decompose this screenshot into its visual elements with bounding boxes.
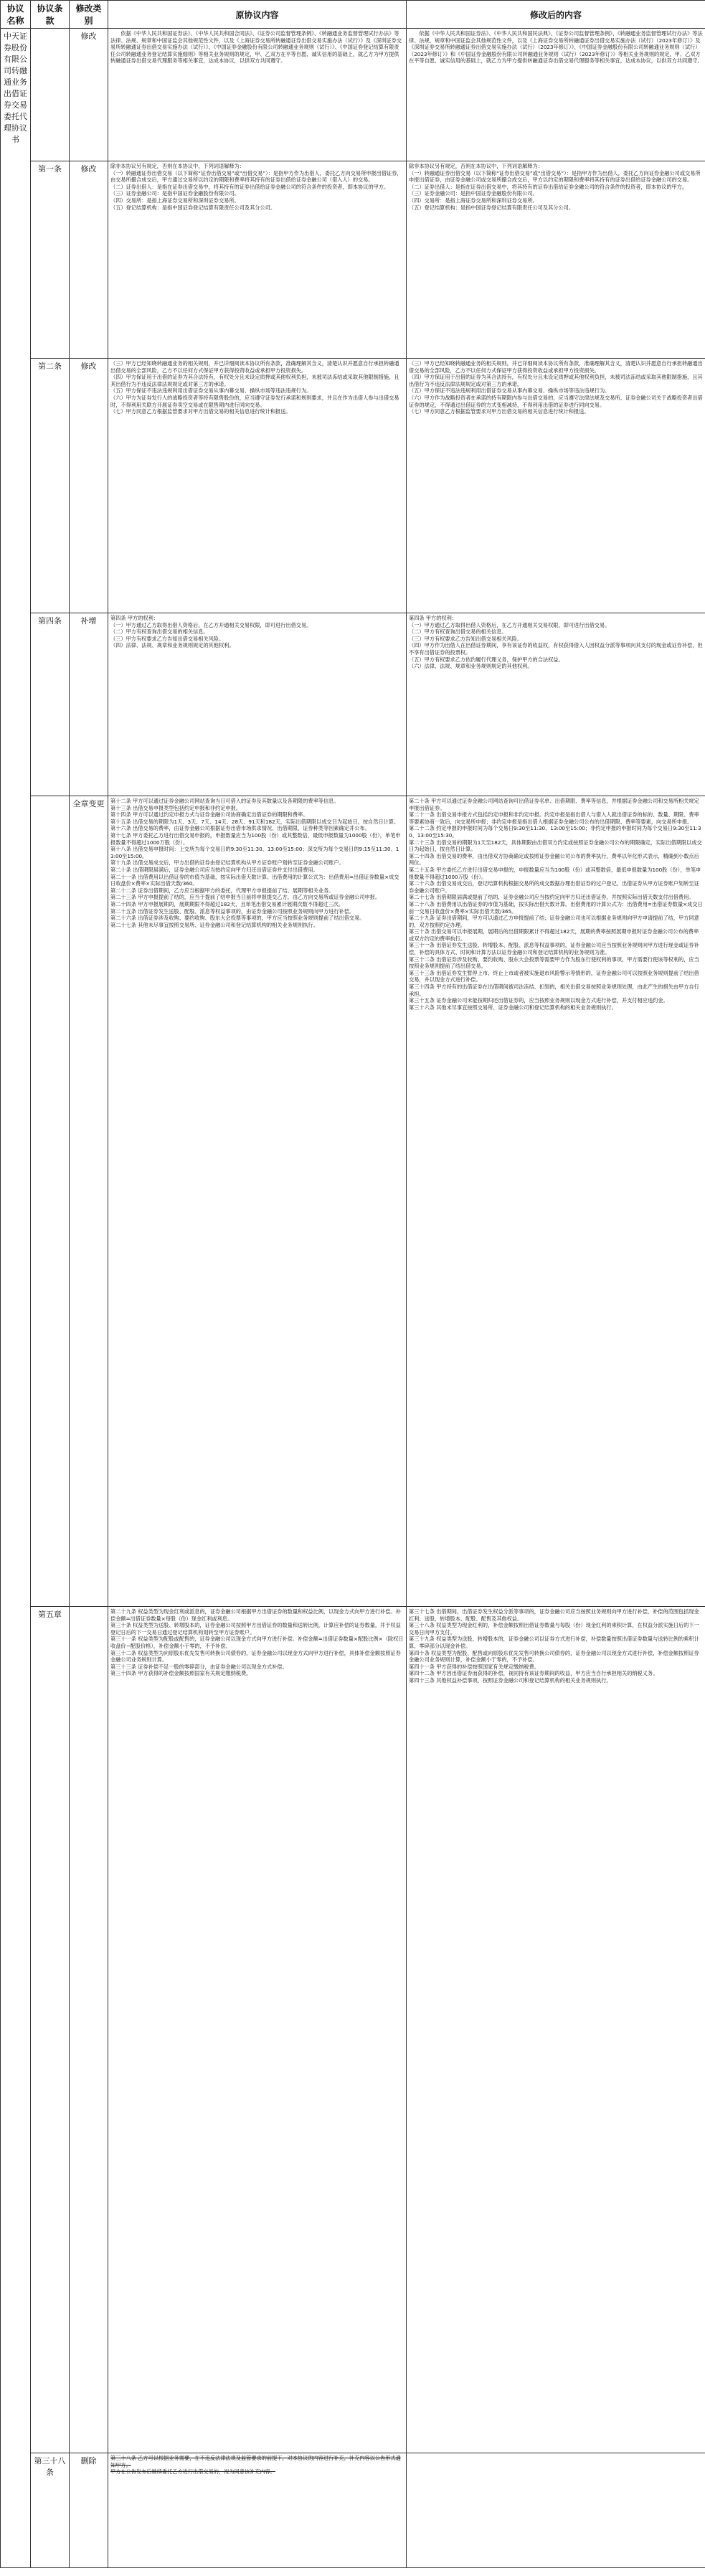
paragraph: （七）甲方同意乙方根据监管要求对甲方出借交易的相关信息进行统计和报送。 xyxy=(110,408,291,415)
paragraph: 第二十四条 出借交易的费率，由出借双方协商确定或按照证券金融公司公布的费率执行，费率以年化形式表示，精确到小数点后两位。 xyxy=(409,852,699,867)
paragraph: 第二十三条 出借交易的期限为1天至182天，具体期限由出借双方约定或按照证券金融公司公布的期限确定，实际出借期限以成交日为起始日，按自然日计算。 xyxy=(409,839,702,853)
row-clause: 第五章 xyxy=(31,1607,70,2453)
paragraph: 第二十七条 其他未尽事宜按照交易所、证券金融公司和登记结算机构的相关业务规则执行。 xyxy=(110,921,318,928)
paragraph: 第二十七条 出借期限届满或提前了结的，证券金融公司应当按约定向甲方归还出借证券，并按照实际出借天数支付出借费用。 xyxy=(409,894,694,901)
row-original xyxy=(108,2453,407,2568)
paragraph: （五）甲方有权要求乙方依约履行代理义务，保护甲方的合法权益。 xyxy=(409,656,564,663)
paragraph: 除非本协议另有规定，否则在本协议中，下列词语解释为： xyxy=(110,163,245,169)
paragraph: （四）甲方作为出借人在出借证券期间，享有该证券的收益权，有权获得借入人因权益分派等事项向其支付的现金或证券补偿，但不享有出借证券的投票权。 xyxy=(409,642,703,656)
paragraph: 第二十八条 出借费用以出借证券的市值为基础，按实际出借天数计算。出借费用的计算公式为：出借费用=出借证券数量×成交日前一交易日收盘价×费率×实际出借天数/365。 xyxy=(409,900,703,915)
row-clause xyxy=(31,796,70,1607)
paragraph: 第二十二条 约定申报的申报时间为每个交易日9:30至11:30、13:00至15:00；非约定申报的申报时间为每个交易日9:30至11:30、13:00至15:30。 xyxy=(409,825,701,839)
paragraph: （二）证券出借人：是指在证券出借交易中，将其持有的证券出借给证券金融公司的符合条件的投资者，即本协议的甲方。 xyxy=(110,183,389,190)
row-change-type xyxy=(70,1607,108,2453)
paragraph: 第三十条 出借交易可以申报展期，展期后的出借期限累计不得超过182天，展期的费率按照展期申报时证券金融公司公布的费率或双方约定的费率执行。 xyxy=(409,928,699,942)
paragraph: （三）证券金融公司：是指中国证券金融股份有限公司。 xyxy=(110,190,240,197)
paragraph: 第四十一条 甲方获得的补偿按照国家有关规定缴纳税费。 xyxy=(409,1663,539,1670)
paragraph: （七）甲方同意乙方根据监管要求对甲方出借交易的相关信息进行统计和报送。 xyxy=(409,408,590,415)
paragraph: 第三十一条 权益类型为配股或配售的，证券金融公司以现金方式向甲方进行补偿。补偿金额=出借证券数量×配股比例×（除权日收盘价−配股价格），补偿金额小于零的，不予补偿。 xyxy=(110,1636,404,1649)
row-clause: 第三十八条 xyxy=(31,2453,70,2568)
paragraph: 第二十一条 出借费用以出借证券的市值为基础，按实际出借天数计算。出借费用的计算公式为：出借费用=出借证券数量×成交日收盘价×费率×实际出借天数/360。 xyxy=(110,873,399,887)
paragraph: 第二十二条 证券出借期间，乙方应当根据甲方的委托，代理甲方申报提前了结、展期等相关业务。 xyxy=(110,887,334,894)
paragraph: 第三十八条 权益类型为现金红利的，补偿金额按照出借证券数量与每股（份）现金红利的乘积计算，在权益分派实施日后的下一交易日向甲方支付。 xyxy=(409,1622,699,1636)
table-row xyxy=(1,1607,705,2453)
paragraph: 第二十条 出借期限届满后，证券金融公司应当按约定向甲方归还出借证券并支付出借费用。 xyxy=(110,866,318,873)
paragraph: （二）证券出借人：是指在证券出借交易中，将其持有的证券出借给证券金融公司的符合条件的投资者，即本协议的甲方。 xyxy=(409,183,688,190)
paragraph: （六）法律、法规、规章和业务规则规定的其他权利。 xyxy=(409,663,533,670)
paragraph: 第二十条 甲方可以通过证券金融公司网站查询可出借证券名单、出借期限、费率等信息，并根据证券金融公司和交易所相关规定申报出借证券。 xyxy=(409,798,699,811)
paragraph: 第三十四条 甲方获得的补偿金额按照国家有关规定缴纳税费。 xyxy=(110,1670,252,1677)
paragraph: 第二十九条 证券出借期间，甲方可以通过乙方申报提前了结；证券金融公司也可以根据业务规则向甲方申请提前了结，甲方同意的，双方按照约定办理。 xyxy=(409,915,699,928)
paragraph: （五）甲方保证不违法违规利用出借证券交易从事内幕交易、操纵市场等违法违规行为。 xyxy=(409,387,610,395)
row-original xyxy=(108,29,407,161)
row-change-type: 全章变更 xyxy=(70,796,108,1607)
paragraph: （一）甲方通过乙方取得出借人资格后，在乙方开通相关交易权限，即可进行出借交易。 xyxy=(110,621,312,628)
paragraph: 第三十三条 证券补偿不足一股的零碎部分，由证券金融公司以现金方式补偿。 xyxy=(110,1663,288,1670)
paragraph: 第二十一条 出借交易申报方式包括约定申报和非约定申报。约定申报是指出借人与借入人就出借证券的标的、数量、期限、费率等要素协商一致后，向交易所申报；非约定申报是指出借人根据证券金融公司公布的出借期限、费率等要素，向交易所申报。 xyxy=(409,811,699,825)
paragraph: 除非本协议另有规定，否则在本协议中，下列词语解释为： xyxy=(409,163,543,169)
paragraph: （三）甲方有权要求乙方告知出借交易相关风险。 xyxy=(409,635,523,642)
paragraph: 依据《中华人民共和国证券法》、《中华人民共和国合同法》、《证券公司监督管理条例》、《转融通业务监督管理试行办法》等法律、法规、规章和中国证监会其他规范性文件，以及《上海证券交易所转融通证券出借交易实施办法（试行）》及《深圳证券交易所转融通证券出借交易实施办法（试行）》、《中国证券金融股份有限公司转融通业务规则（试行）》、《中国证券登记结算有限责任公司转融通业务登记结算实施细则》等相关业务规则的规定，甲、乙双方在平等自愿、诚实信用的基础上，就乙方为甲方提供转融通证券出借交易代理服务等相关事宜，达成本协议，以供双方共同遵守。 xyxy=(110,30,402,65)
paragraph: （四）法律、法规、规章和业务规则规定的其他权利。 xyxy=(110,642,235,649)
table-row xyxy=(1,29,705,161)
table-row xyxy=(1,796,705,1607)
row-change-type: 修改 xyxy=(70,359,108,613)
row-modified xyxy=(407,613,705,796)
paragraph: 第三十条 权益类型为送股、转增股本的，证券金融公司按照甲方出借证券的数量和送转比例，计算应补偿的证券数量，并于权益登记日后的下一交易日通过登记结算机构划转至甲方证券账户。 xyxy=(110,1622,401,1636)
paragraph: （五）登记结算机构：是指中国证券登记结算有限责任公司及其分公司。 xyxy=(110,204,276,211)
row-modified xyxy=(407,161,705,359)
header-change-type: 修改类别 xyxy=(70,1,108,29)
paragraph: 第三十二条 权益类型为向原股东优先发售可转换公司债券的，证券金融公司以现金方式向甲方进行补偿，具体补偿金额按照证券金融公司业务规则计算。 xyxy=(110,1649,401,1664)
paragraph: 第四十二条 甲方因出借证券而获得的补偿，视同持有该证券期间的收益，甲方应当自行承担相关的纳税义务。 xyxy=(409,1670,658,1677)
paragraph: （四）交易所：是指上海证券交易所和深圳证券交易所。 xyxy=(409,197,538,204)
paragraph: 第三十二条 出借证券涉及收购、要约收购、股东大会投票等需要甲方作为股东行使权利的事项，甲方需要行使该等权利的，应当按照业务规则提前了结出借交易。 xyxy=(409,956,699,970)
paragraph: 第二十六条 出借证券涉及收购、要约收购、股东大会投票等事项的，甲方应当按照业务规则提前了结出借交易。 xyxy=(110,915,365,922)
paragraph: （六）甲方作为战略投资者在承诺的持有期限内参与出借交易的，应当遵守法律法规及交易所、证券金融公司关于战略投资者出借证券的规定，不得通过出借证券的方式变相减持，不得利用出借的证券进行同向交易。 xyxy=(409,394,703,408)
paragraph: （三）证券金融公司：是指中国证券金融股份有限公司。 xyxy=(409,190,538,197)
table-header-row xyxy=(1,1,705,29)
paragraph: 第二十三条 甲方申报提前了结的，应当于提前了结申报当日前将申报提交乙方，由乙方向交易所或证券金融公司申报。 xyxy=(110,894,381,901)
paragraph: （三）甲方有权要求乙方告知出借交易相关风险。 xyxy=(110,635,224,642)
row-clause: 第一条 xyxy=(31,161,70,359)
row-clause xyxy=(31,29,70,161)
paragraph: 第十三条 出借交易申报类型包括约定申报和非约定申报。 xyxy=(110,804,241,811)
row-change-type: 删除 xyxy=(70,2453,108,2568)
paragraph: 第三十七条 出借期间，出借证券发生权益分派等事项的，证券金融公司应当按照业务规则向甲方进行补偿，补偿的范围包括现金红利、送股、转增股本、配股、配售及其他权益。 xyxy=(409,1608,699,1622)
paragraph: 第四十三条 其他权益补偿事项，按照证券金融公司和登记结算机构的相关业务规则执行。 xyxy=(409,1676,612,1684)
row-clause: 第四条 xyxy=(31,613,70,796)
paragraph: 依据《中华人民共和国证券法》、《中华人民共和国民法典》、《证券公司监督管理条例》、《转融通业务监督管理试行办法》等法律、法规、规章和中国证监会其他规范性文件，以及《上海证券交易所转融通证券出借交易实施办法（试行）（2023年修订）》及《深圳证券交易所转融通证券出借交易实施办法（试行）（2023年修订）》、《中国证券金融股份有限公司转融通业务规则（试行）（2023年修订）》和《中国证券金融股份有限公司转融通业务规则（试行）（2023年修订）》等相关业务规则的规定，甲、乙双方在平等自愿、诚实信用的基础上，就乙方为甲方提供转融通证券出借交易代理服务等相关事宜，达成本协议，以供双方共同遵守。 xyxy=(409,30,703,65)
paragraph: 第十九条 出借交易成交后，甲方出借的证券由登记结算机构从甲方证券账户划转至证券金融公司账户。 xyxy=(110,859,344,867)
header-original-content: 原协议内容 xyxy=(108,1,407,29)
row-change-type: 补增 xyxy=(70,613,108,796)
paragraph: 甲方在公告发布后继续委托乙方进行出借交易的，视为同意该补充内容。 xyxy=(110,2468,276,2476)
paragraph: 第十七条 甲方委托乙方进行出借交易申报的，申报数量应当为100股（份）或其整数倍，最低申报数量为1000股（份），单笔申报数量不得超过1000万股（份）。 xyxy=(110,831,401,846)
paragraph: （一）转融通证券出借交易（以下简称“证券出借交易”或“出借交易”）：是指甲方作为出借人，委托乙方向证券金融公司或交易所申报出借证券，由证券金融公司或交易所撮合成交后，甲方以约定的期限和费率将其持有的证券出借给证券金融公司的交易。 xyxy=(409,169,701,184)
row-change-type: 修改 xyxy=(70,29,108,161)
table-row xyxy=(1,2453,705,2568)
row-original xyxy=(108,161,407,359)
paragraph: 第十四条 甲方可以通过约定申报方式与证券金融公司协商确定出借证券的期限和费率。 xyxy=(110,811,308,818)
header-clause: 协议条款 xyxy=(31,1,70,29)
paragraph: 第三十五条 证券金融公司未能按期归还出借证券的，应当按照业务规则以现金方式进行补偿，并支付相应违约金。 xyxy=(409,997,668,1004)
paragraph: （一）转融通证券出借交易（以下简称“证券出借交易”或“出借交易”）：是指甲方作为出借人，委托乙方向交易所申报出借证券，由交易所撮合成交后，甲方通过交易所以约定的期限和费率将其持有的证券出借给证券金融公司（借入人）的交易。 xyxy=(110,169,402,184)
paragraph: （五）登记结算机构：是指中国证券登记结算有限责任公司及其分公司。 xyxy=(409,204,574,211)
paragraph: （四）甲方保证用于出借的证券为其合法持有，有权处分且未设定质押或其他权利负担，未被司法冻结或采取其他限制措施，且其出借行为不违反法律法规规定或对第三方的承诺。 xyxy=(110,374,399,387)
paragraph: 第三十六条 其他未尽事宜按照交易所、证券金融公司和登记结算机构的相关业务规则执行。 xyxy=(409,1004,617,1011)
row-change-type: 修改 xyxy=(70,161,108,359)
paragraph: （二）甲方有权查询出借交易的相关信息。 xyxy=(409,628,507,636)
paragraph: （六）甲方为证券发行人的战略投资者等持有限售股份的，应当遵守证券发行承诺和规则要求，并且在作为出借人参与出借交易时，不得利用关联方开展证券卖空交易或在限售期内进行同向交易。 xyxy=(110,394,399,408)
paragraph: （二）甲方有权查询出借交易的相关信息。 xyxy=(110,628,209,636)
paragraph: （五）甲方保证不违法违规利用出借证券交易从事内幕交易、操纵市场等违法违规行为。 xyxy=(110,387,312,395)
paragraph: 第二十六条 出借交易成交后，登记结算机构根据交易所的成交数据办理出借证券的过户登记，出借证券从甲方证券账户划转至证券金融公司账户。 xyxy=(409,880,699,894)
row-original xyxy=(108,1607,407,2453)
paragraph: 第四十条 权益类型为配股、配售或向原股东优先发售可转换公司债券的，证券金融公司以现金方式进行补偿，补偿金额按照证券金融公司业务规则计算，补偿金额小于零的，不予补偿。 xyxy=(409,1649,699,1664)
row-modified xyxy=(407,359,705,613)
paragraph: 第十二条 甲方可以通过证券金融公司网站查询当日可借入的证券及其数量以及各期限的费率等信息。 xyxy=(110,798,339,804)
paragraph: 第三十八条 乙方可以根据业务需要，在不违反法律法规及监管要求的前提下，对本协议的内容进行补充，补充内容以公告形式通知甲方。 xyxy=(110,2455,401,2468)
paragraph: 第二十九条 权益类型为现金红利或派息的，证券金融公司根据甲方出借证券的数量和权益比例，以现金方式向甲方进行补偿。补偿金额=出借证券数量×每股（份）现金红利或利息。 xyxy=(110,1608,401,1622)
agreement-name-cell: 中天证券股份有限公司转融通业务出借证券交易委托代理协议书 xyxy=(1,29,31,2568)
paragraph: 第十八条 出借交易申报时间：上交所为每个交易日的9:30至11:30、13:00至15:00；深交所为每个交易日的9:15至11:30、13:00至15:00。 xyxy=(110,846,399,859)
row-original xyxy=(108,613,407,796)
table-row xyxy=(1,613,705,796)
row-modified xyxy=(407,796,705,1607)
row-modified xyxy=(407,2453,705,2568)
row-clause: 第二条 xyxy=(31,359,70,613)
paragraph: 第三十四条 甲方持有的出借证券在出借期间被司法冻结、扣划的，相关出借交易按照业务规则处理，由此产生的损失由甲方自行承担。 xyxy=(409,983,699,997)
paragraph: 第十五条 出借交易的期限为1天、3天、7天、14天、28天、91天和182天，实际出借期限以成交日为起始日，按自然日计算。 xyxy=(110,818,399,825)
table-row xyxy=(1,359,705,613)
paragraph: 第二十五条 出借证券发生送股、配股、派息等权益事项的，由证券金融公司按照业务规则向甲方进行补偿。 xyxy=(110,907,355,915)
paragraph: 第三十三条 出借证券发生暂停上市、终止上市或者被实施退市风险警示等情形的，证券金融公司可以按照业务规则提前了结出借交易，并以现金方式进行补偿。 xyxy=(409,969,699,983)
paragraph: 第四条 甲方的权利： xyxy=(110,615,158,621)
paragraph: （三）甲方已经知晓转融通业务的相关规则，并已详细阅读本协议所有条款，准确理解其含义，清楚认识并愿意自行承担转融通出借交易的全部风险，乙方不以任何方式保证甲方获得投资收益或承担甲方投资损失。 xyxy=(110,360,399,374)
row-modified xyxy=(407,1607,705,2453)
paragraph: 第二十四条 甲方申报展期的，展期期限不得超过182天，且单笔出借交易累计展期次数不得超过三次。 xyxy=(110,900,344,907)
paragraph: （四）甲方保证用于出借的证券为其合法持有，有权处分且未设定质押或其他权利负担，未被司法冻结或采取其他限制措施，且其出借行为不违反法律法规规定或对第三方的承诺。 xyxy=(409,374,703,387)
paragraph: （三）甲方已经知晓转融通业务的相关规则，并已详细阅读本协议所有条款，准确理解其含义，清楚认识并愿意自行承担转融通出借交易的全部风险，乙方不以任何方式保证甲方获得投资收益或承担甲方投资损失。 xyxy=(409,360,703,374)
paragraph: 第三十九条 权益类型为送股、转增股本的，证券金融公司以证券方式进行补偿，补偿数量按照出借证券数量与送转比例的乘积计算，零碎部分以现金补偿。 xyxy=(409,1636,699,1649)
table-row xyxy=(1,161,705,359)
header-agreement-name: 协议名称 xyxy=(1,1,31,29)
paragraph: 第十六条 出借交易的费率，由证券金融公司根据证券出借市场供求情况、出借期限、证券种类等因素确定并公布。 xyxy=(110,825,370,832)
paragraph: （四）交易所：是指上海证券交易所和深圳证券交易所。 xyxy=(110,197,240,204)
row-modified xyxy=(407,29,705,161)
paragraph: （一）甲方通过乙方取得出借人资格后，在乙方开通相关交易权限，即可进行出借交易。 xyxy=(409,621,610,628)
row-original xyxy=(108,796,407,1607)
row-original xyxy=(108,359,407,613)
header-modified-content: 修改后的内容 xyxy=(407,1,705,29)
paragraph: 第二十五条 甲方委托乙方进行出借交易申报的，申报数量应当为100股（份）或其整数倍，最低申报数量为100股（份），单笔申报数量不得超过1000万股（份）。 xyxy=(409,866,701,880)
paragraph: 第三十一条 出借证券发生送股、转增股本、配股、派息等权益事项的，证券金融公司应当按照业务规则向甲方进行现金或证券补偿，补偿的具体方式、时间和计算方法以证券金融公司和登记结算机构的业务规则为准。 xyxy=(409,942,699,956)
paragraph: 第四条 甲方的权利： xyxy=(409,615,457,621)
